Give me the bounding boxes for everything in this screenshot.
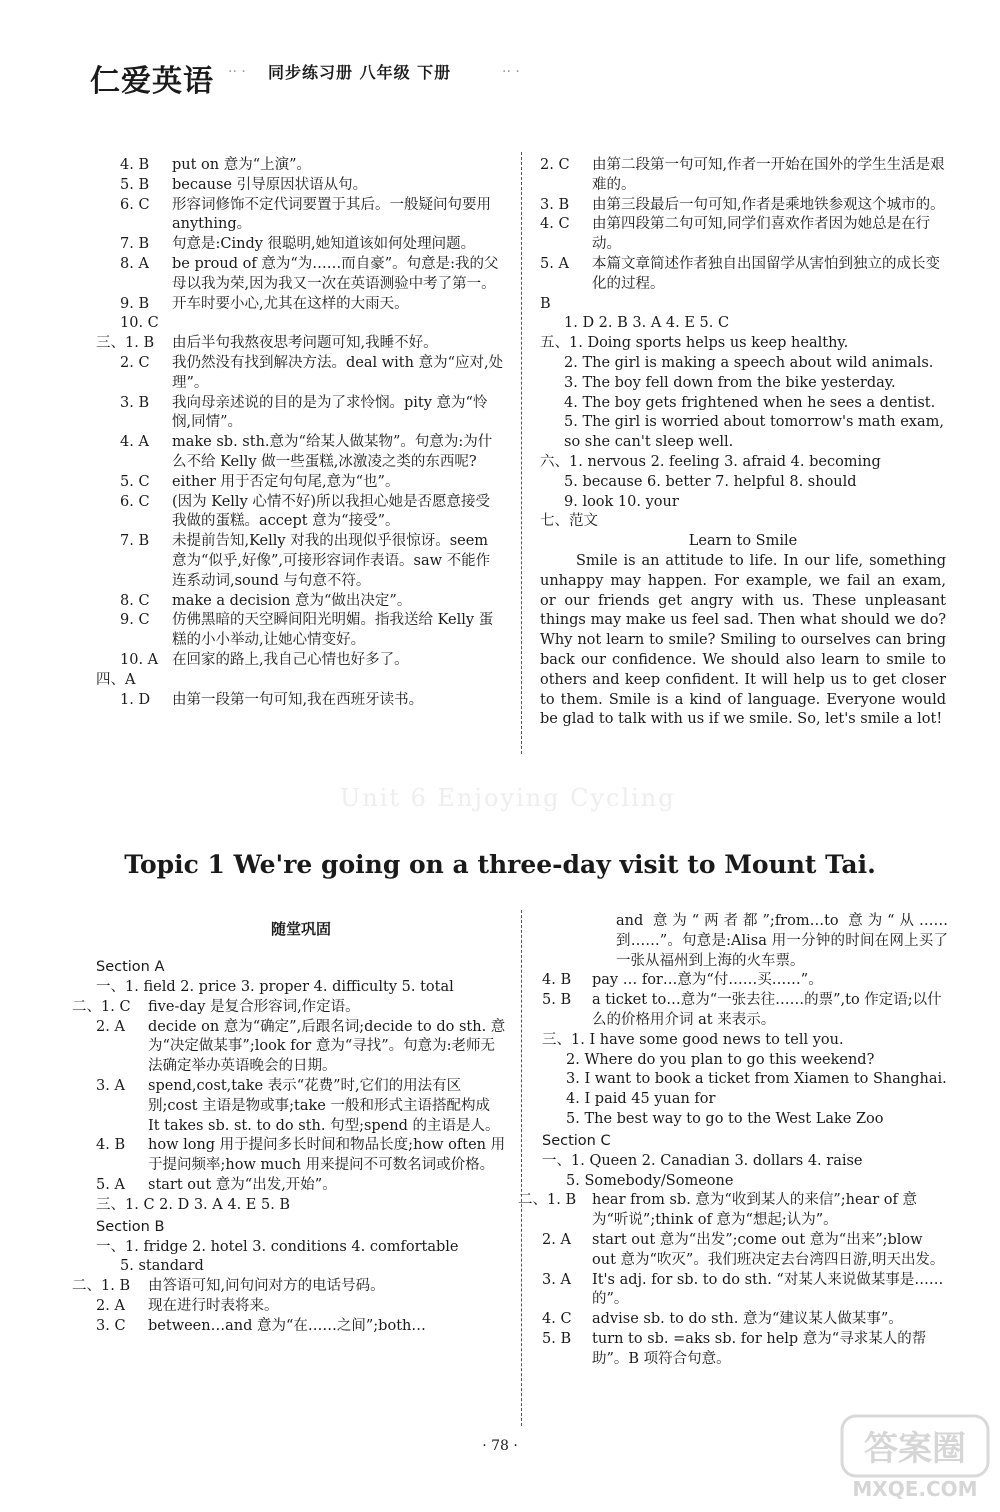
essay-text: Smile is an attitude to life. In our life, something unhappy may happen. For example, we fail an exam, or our friends get angry with us. These unpleasant things may make us feel sad. Then what should we do? Why not learn to smile? Smiling to ourselves can bring back our confidence. We should also learn to smile to others and keep confident. It will help us to get closer to them. Smile is a kind of language. Everyone would be glad to talk with us if we smile. So, let's smile a lot!	[540, 552, 946, 728]
answer-explanation: 由第一段第一句可知,我在西班牙读书。	[172, 691, 424, 708]
answer-number: 6. C	[120, 493, 150, 510]
column-divider	[521, 910, 522, 1426]
answer-number: 9. C	[120, 612, 150, 629]
answer-line: B	[540, 295, 551, 312]
answer-row	[542, 1330, 948, 1370]
answer-continuation: and 意为“两者都”;from…to 意为“从……到……”。句意是:Alisa 用一分钟的时间在网上买了一张从福州到上海的火车票。	[616, 913, 948, 969]
answer-row	[120, 314, 504, 334]
answer-line: 六、1. nervous 2. feeling 3. afraid 4. becoming	[540, 453, 881, 470]
answer-explanation: (因为 Kelly 心情不好)所以我担心她是否愿意接受我做的蛋糕。accept 意为“接受”。	[172, 493, 491, 530]
answer-number: 10. A	[120, 651, 159, 668]
lower-left-column	[72, 918, 506, 1337]
answer-line: 5. Somebody/Someone	[566, 1172, 734, 1189]
answer-row	[72, 998, 506, 1018]
answer-number: 4. B	[120, 157, 150, 173]
answer-row	[542, 991, 948, 1031]
answer-number: 2. A	[96, 1297, 125, 1314]
faded-unit-title: Unit 6 Enjoying Cycling	[340, 784, 676, 812]
answer-explanation: 由第四段第二句可知,同学们喜欢作者因为她总是在行动。	[592, 216, 931, 253]
answer-row	[96, 671, 504, 691]
answer-row	[96, 1136, 506, 1176]
answer-explanation: 由答语可知,问句问对方的电话号码。	[148, 1278, 385, 1295]
answer-explanation: 本篇文章简述作者独自出国留学从害怕到独立的成长变化的过程。	[592, 255, 940, 292]
answer-number: 5. B	[542, 1330, 572, 1347]
subsection-title: 随堂巩固	[270, 920, 331, 938]
answer-row	[96, 1018, 506, 1077]
answer-row	[96, 1317, 506, 1337]
watermark-text: 答案圈	[864, 1429, 966, 1469]
answer-number: 2. C	[540, 157, 570, 173]
answer-line: 2. The girl is making a speech about wild animals.	[564, 354, 934, 371]
answer-number: 3. B	[120, 394, 150, 411]
answer-explanation: 形容词修饰不定代词要置于其后。一般疑问句要用 anything。	[172, 196, 491, 233]
section-heading: Section A	[96, 959, 165, 975]
answer-row	[96, 1297, 506, 1317]
answer-explanation: make a decision 意为“做出决定”。	[172, 592, 412, 609]
answer-number: 3. B	[540, 196, 570, 213]
answer-row	[120, 433, 504, 473]
answer-line: 五、1. Doing sports helps us keep healthy.	[540, 335, 849, 352]
answer-explanation: 由第二段第一句可知,作者一开始在国外的学生生活是艰难的。	[592, 157, 945, 193]
answer-explanation	[172, 314, 504, 334]
answer-number: 5. A	[96, 1176, 125, 1193]
answer-number: 3. A	[542, 1271, 571, 1288]
answer-line: 5. The girl is worried about tomorrow's math exam,	[564, 414, 944, 431]
answer-number: 9. B	[120, 295, 150, 312]
answer-row	[540, 156, 946, 196]
answer-line: 5. The best way to go to the West Lake Zoo	[566, 1110, 884, 1127]
answer-line: 1. D 2. B 3. A 4. E 5. C	[564, 315, 730, 332]
answer-row	[72, 1277, 506, 1297]
answer-number: 5. B	[542, 992, 572, 1009]
answer-row	[540, 196, 946, 216]
answer-row	[518, 1191, 948, 1231]
answer-explanation: advise sb. to do sth. 意为“建议某人做某事”。	[592, 1311, 903, 1328]
answer-explanation: 开车时要小心,尤其在这样的大雨天。	[172, 295, 409, 312]
answer-number: 4. A	[120, 434, 149, 451]
answer-line: 三、1. C 2. D 3. A 4. E 5. B	[96, 1196, 291, 1213]
answer-explanation: 未提前告知,Kelly 对我的出现似乎很惊讶。seem 意为“似乎,好像”,可接形容词作表语。saw 不能作连系动词,sound 与句意不符。	[172, 533, 491, 589]
answer-row	[120, 255, 504, 295]
answer-row	[96, 1176, 506, 1196]
answer-explanation: five-day 是复合形容词,作定语。	[148, 998, 360, 1015]
answer-explanation: make sb. sth.意为“给某人做某物”。句意为:为什么不给 Kelly 做一些蛋糕,冰激凌之类的东西呢?	[172, 434, 493, 470]
answer-number: 1. D	[120, 691, 151, 708]
answer-number: 3. A	[96, 1077, 125, 1094]
answer-explanation: because 引导原因状语从句。	[172, 176, 368, 193]
answer-number: 二、1. B	[518, 1192, 577, 1209]
answer-explanation: 在回家的路上,我自己心情也好多了。	[172, 651, 409, 668]
answer-explanation	[172, 671, 504, 691]
answer-number: 7. B	[120, 236, 150, 253]
answer-number: 4. B	[96, 1137, 126, 1154]
answer-row	[120, 156, 504, 176]
answer-number: 8. C	[120, 592, 150, 609]
answer-line: 5. standard	[120, 1258, 204, 1275]
answer-line: 三、1. I have some good news to tell you.	[542, 1031, 844, 1048]
decorative-dots: ·· ·	[228, 64, 246, 80]
answer-number: 二、1. B	[72, 1278, 131, 1295]
section-heading: Section C	[542, 1132, 611, 1149]
answer-number: 4. C	[542, 1311, 572, 1328]
answer-row	[96, 1077, 506, 1136]
answer-explanation: either 用于否定句句尾,意为“也”。	[172, 473, 400, 490]
answer-row	[120, 651, 504, 671]
topic-title: Topic 1 We're going on a three-day visit to Mount Tai.	[124, 850, 876, 879]
answer-line: 9. look 10. your	[564, 493, 679, 510]
answer-explanation: 我向母亲述说的目的是为了求怜悯。pity 意为“怜悯,同情”。	[172, 394, 488, 431]
page-number: · 78 ·	[482, 1438, 518, 1454]
answer-number: 2. C	[120, 354, 150, 371]
answer-row	[540, 215, 946, 255]
answer-row	[542, 1310, 948, 1330]
answer-line: 3. The boy fell down from the bike yesterday.	[564, 374, 896, 391]
answer-number: 2. A	[96, 1018, 125, 1035]
answer-number: 二、1. C	[72, 998, 131, 1015]
answer-row	[120, 473, 504, 493]
answer-number: 5. C	[120, 473, 150, 490]
answer-explanation: 仿佛黑暗的天空瞬间阳光明媚。指我送给 Kelly 蛋糕的小小举动,让她心情变好。	[172, 612, 494, 649]
decorative-dots: ·· ·	[502, 64, 520, 80]
answer-line: 5. because 6. better 7. helpful 8. should	[564, 473, 857, 490]
section-heading: Section B	[96, 1218, 165, 1235]
page-header	[90, 52, 950, 102]
answer-explanation: start out 意为“出发”;come out 意为“出来”;blow out 意为“吹灭”。我们班决定去台湾四日游,明天出发。	[592, 1231, 945, 1268]
upper-left-column	[96, 156, 504, 710]
watermark-logo	[840, 1412, 990, 1502]
answer-explanation: 由第三段最后一句可知,作者是乘地铁参观这个城市的。	[592, 196, 945, 213]
answer-row	[120, 532, 504, 591]
answer-explanation: between…and 意为“在……之间”;both…	[148, 1317, 426, 1334]
answer-row	[120, 235, 504, 255]
answer-line: 一、1. fridge 2. hotel 3. conditions 4. comfortable	[96, 1238, 459, 1255]
answer-row	[542, 1231, 948, 1271]
answer-line: 4. I paid 45 yuan for	[566, 1091, 716, 1108]
answer-row	[542, 971, 948, 991]
answer-number: 3. C	[96, 1317, 126, 1334]
answer-line: 七、范文	[540, 513, 598, 530]
watermark-url: MXQE.COM	[852, 1477, 978, 1501]
answer-row	[120, 196, 504, 236]
answer-explanation: decide on 意为“确定”,后跟名词;decide to do sth. 意为“决定做某事”;look for 意为“寻找”。句意为:老师无法确定举办英语晚会的日期。	[148, 1018, 506, 1075]
answer-row	[120, 691, 504, 711]
answer-line: 3. I want to book a ticket from Xiamen to Shanghai.	[566, 1071, 947, 1088]
answer-number: 5. A	[540, 255, 569, 272]
answer-explanation: start out 意为“出发,开始”。	[148, 1176, 337, 1193]
answer-row	[120, 592, 504, 612]
answer-line: 4. The boy gets frightened when he sees a dentist.	[564, 394, 936, 411]
answer-explanation: 现在进行时表将来。	[148, 1297, 279, 1314]
upper-right-column	[540, 156, 946, 730]
answer-line: 一、1. field 2. price 3. proper 4. difficulty 5. total	[96, 979, 454, 995]
answer-number: 7. B	[120, 533, 150, 550]
answer-explanation: spend,cost,take 表示“花费”时,它们的用法有区别;cost 主语是物或事;take 一般和形式主语搭配构成 It takes sb. st. to do sth. 句型;spend 的主语是人。	[148, 1077, 500, 1134]
answer-number: 4. B	[542, 972, 572, 989]
answer-number: 四、A	[96, 671, 136, 688]
answer-row	[542, 1271, 948, 1311]
answer-number: 4. C	[540, 216, 570, 233]
essay-title: Learn to Smile	[688, 533, 798, 550]
answer-line: 一、1. Queen 2. Canadian 3. dollars 4. raise	[542, 1152, 863, 1169]
answer-row	[540, 255, 946, 295]
answer-row	[120, 295, 504, 315]
answer-explanation: put on 意为“上演”。	[172, 157, 312, 173]
answer-number: 6. C	[120, 196, 150, 213]
answer-explanation: pay … for…意为“付……买……”。	[592, 972, 823, 989]
answer-number: 10. C	[120, 315, 159, 332]
answer-explanation: how long 用于提问多长时间和物品长度;how often 用于提问频率;how much 用来提问不可数名词或价格。	[148, 1137, 506, 1174]
answer-explanation: a ticket to…意为“一张去往……的票”,to 作定语;以什么的价格用介词 at 来表示。	[592, 992, 942, 1028]
answer-explanation: 由后半句我熬夜思考问题可知,我睡不好。	[172, 335, 438, 352]
answer-explanation: hear from sb. 意为“收到某人的来信”;hear of 意为“听说”;think of 意为“想起;认为”。	[592, 1192, 917, 1229]
lower-right-column	[518, 912, 948, 1370]
answer-explanation: 我仍然没有找到解决方法。deal with 意为“应对,处理”。	[172, 354, 504, 391]
answer-number: 三、1. B	[96, 335, 155, 352]
column-divider	[521, 152, 522, 754]
answer-row	[120, 611, 504, 651]
answer-explanation: 句意是:Cindy 很聪明,她知道该如何处理问题。	[172, 236, 476, 253]
answer-row	[120, 493, 504, 533]
answer-explanation: be proud of 意为“为……而自豪”。句意是:我的父母以我为荣,因为我又一次在英语测验中考了第一。	[172, 255, 499, 292]
answer-line: so she can't sleep well.	[564, 434, 734, 451]
answer-row	[120, 354, 504, 394]
book-title: 同步练习册 八年级 下册	[268, 63, 452, 82]
answer-row	[96, 334, 504, 354]
answer-row	[120, 176, 504, 196]
answer-number: 5. B	[120, 176, 150, 193]
answer-line: 2. Where do you plan to go this weekend?	[566, 1051, 875, 1068]
answer-explanation: turn to sb. =aks sb. for help 意为“寻求某人的帮助”。B 项符合句意。	[592, 1330, 927, 1367]
brand-title: 仁爱英语	[90, 64, 214, 99]
answer-number: 8. A	[120, 255, 149, 272]
answer-row	[120, 394, 504, 434]
answer-number: 2. A	[542, 1231, 571, 1248]
answer-explanation: It's adj. for sb. to do sth. “对某人来说做某事是……的”。	[592, 1271, 944, 1308]
